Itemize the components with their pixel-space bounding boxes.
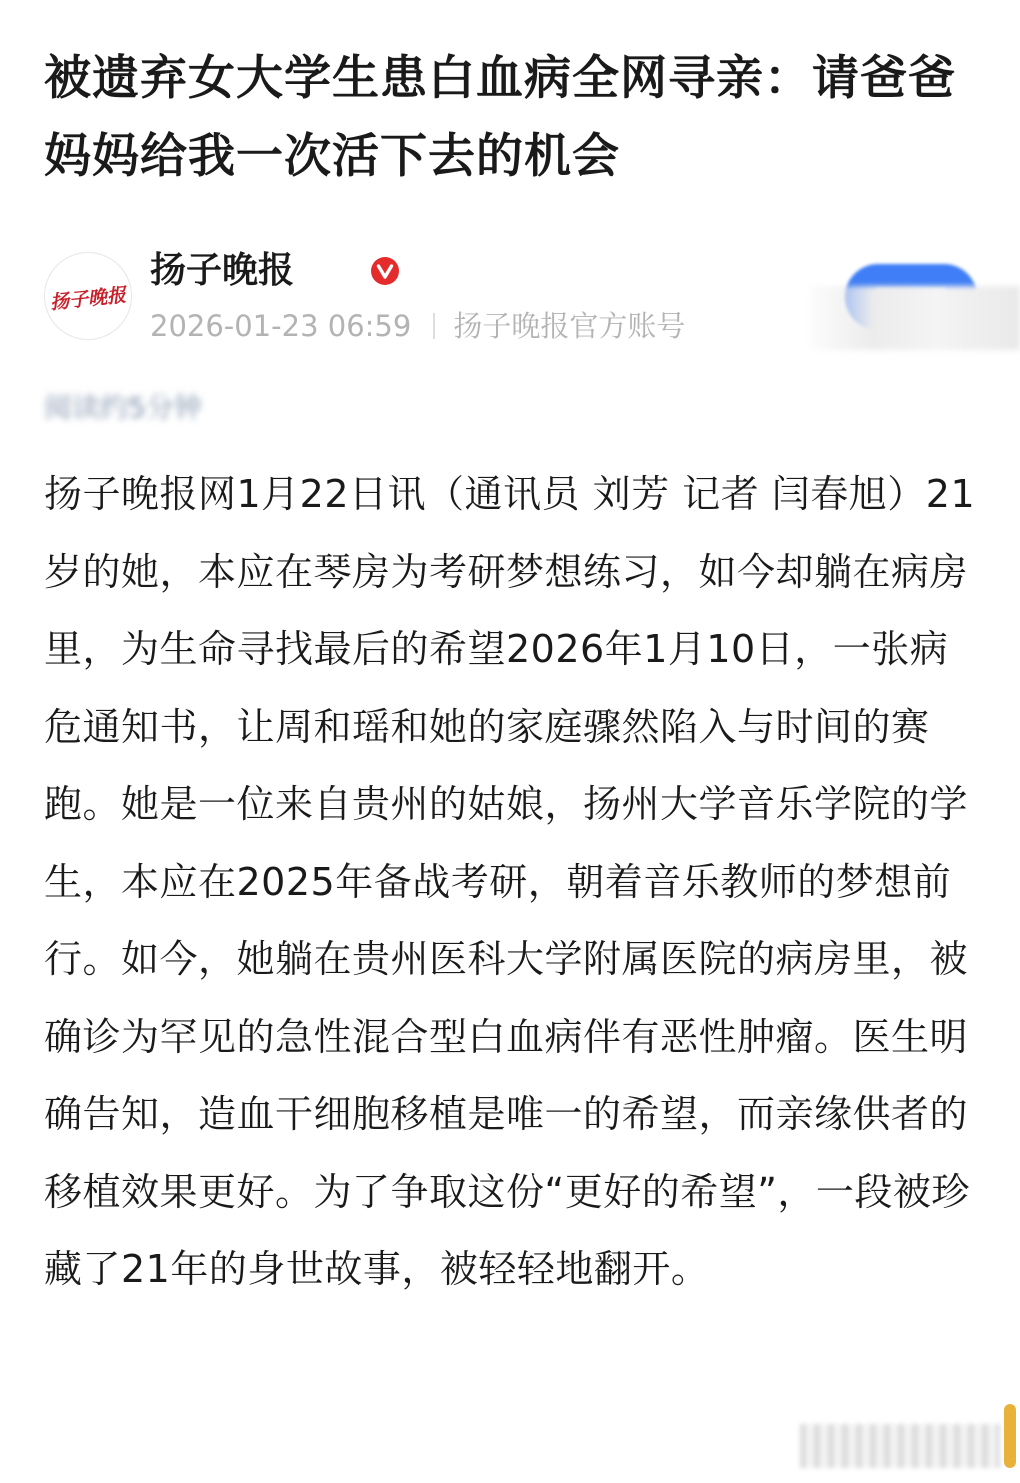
verified-v-badge-icon (370, 256, 400, 286)
blurred-watermark (800, 1424, 1000, 1468)
article-title: 被遗弃女大学生患白血病全网寻亲：请爸爸妈妈给我一次活下去的机会 (44, 51, 956, 184)
article-body: 扬子晚报网1月22日讯（通讯员 刘芳 记者 闫春旭）21岁的她，本应在琴房为考研梦想练习，如今却躺在病房里，为生命寻找最后的希望2026年1月10日，一张病危通知书，让周和瑶和她的家庭骤然陷入与时间的赛跑。她是一位来自贵州的姑娘，扬州大学音乐学院的学生，本应在2025年备战考研，朝着音乐教师的梦想前行。如今，她躺在贵州医科大学附属医院的病房里，被确诊为罕见的急性混合型白血病伴有恶性肿瘤。医生明确告知，造血干细胞移植是唯一的希望，而亲缘供者的移植效果更好。为了争取这份“更好的希望”，一段被珍藏了21年的身世故事，被轻轻地翻开。 (44, 472, 976, 1291)
yangzi-evening-news-logo (45, 253, 131, 339)
svg-text:扬子晚报: 扬子晚报 (49, 284, 127, 314)
meta-divider (433, 313, 435, 339)
publish-date: 2026-01-23 06:59 (150, 309, 412, 343)
author-avatar[interactable] (44, 252, 132, 340)
account-label: 扬子晚报官方账号 (453, 309, 686, 343)
scroll-handle[interactable] (1004, 1404, 1016, 1468)
author-name[interactable]: 扬子晚报 (150, 250, 295, 291)
blurred-overlay (810, 286, 1020, 350)
read-time-blurred: 阅读约5分钟 (44, 391, 202, 424)
author-meta (150, 306, 685, 346)
